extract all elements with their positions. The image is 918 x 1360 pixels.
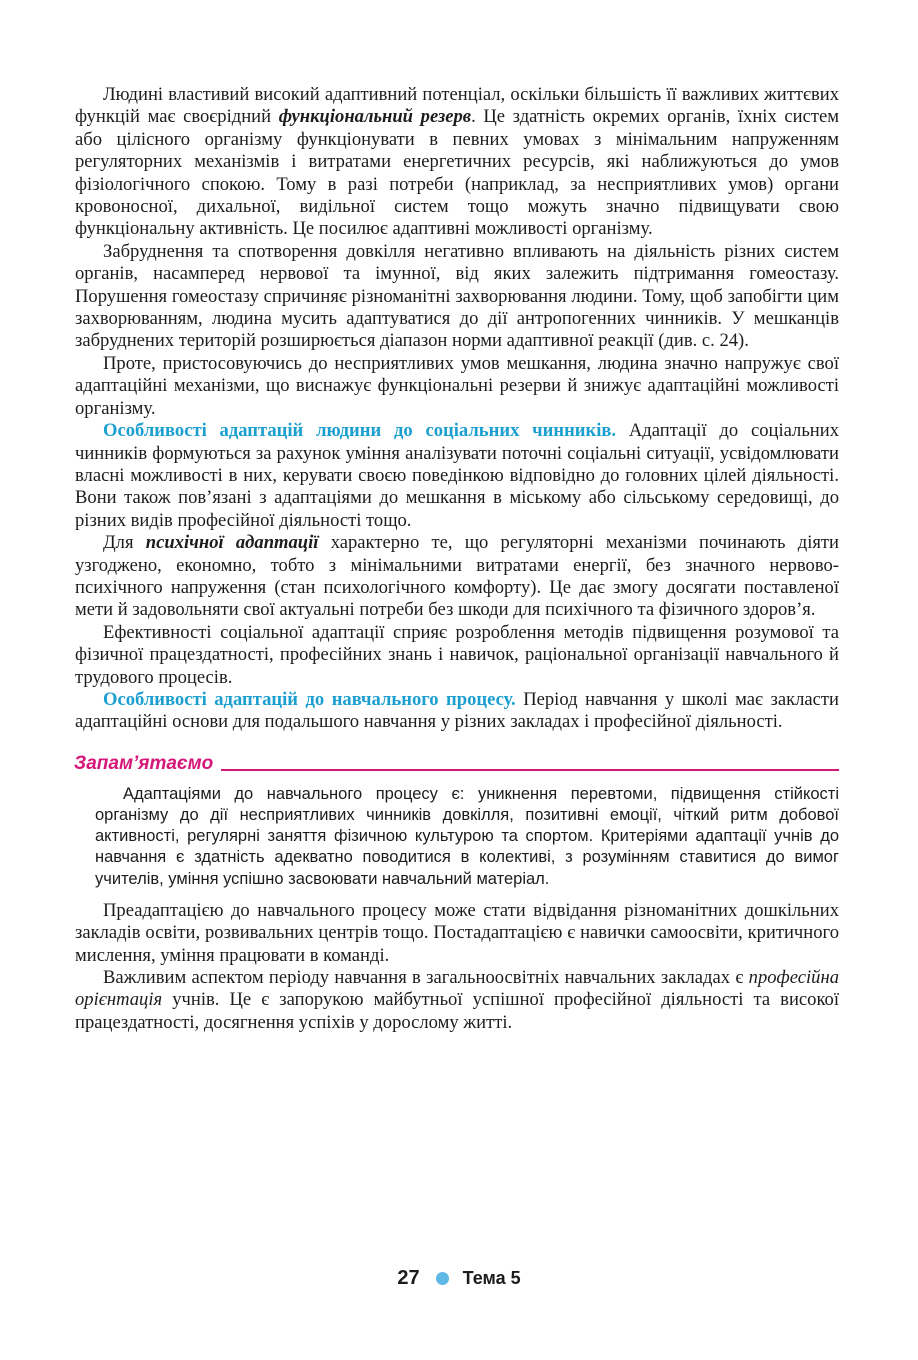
spacer [75, 890, 839, 900]
circle-icon [436, 1272, 449, 1285]
remember-divider [221, 769, 839, 771]
paragraph-social-adaptation [75, 420, 839, 532]
text: Для [103, 532, 146, 554]
text: Період навчання у школі має закласти адаптаційні основи для подальшого навчання у різних закладах і професійної діяльності. [75, 688, 839, 733]
text: . Це здатність окремих органів, їхніх систем або цілісного організму функціонувати в певних умовах з мінімальним напруженням регуляторних механізмів і витратами енергетичних ресурсів, які наближуються до умов фізіологічного спокою. Тому в разі потреби (наприклад, за несприятливих умов) органи кровоносної, дихальної, видільної систем тощо можуть значно підвищувати свою функціональну активність. Це посилює адаптивні можливості організму. [75, 106, 839, 240]
text: Важливим аспектом періоду навчання в загальноосвітніх навчальних закладах є [103, 967, 749, 989]
paragraph-career-orientation [75, 967, 839, 1034]
paragraph-school-adaptation [75, 689, 839, 734]
text: учнів. Це є запорукою майбутньої успішної професійної діяльності та високої працездатності, досягнення успіхів у дорослому житті. [75, 989, 839, 1033]
paragraph-psychic-adaptation [75, 532, 839, 622]
term-functional-reserve: функціональний резерв [278, 106, 472, 128]
text: Адаптації до соціальних чинників формуються за рахунок уміння аналізувати поточні соціальні ситуації, усвідомлювати власні можливості в них, керувати своєю поведінкою відповідно до головних цілей діяльності. Вони також пов’язані з адаптаціями до мешкання в міському або сільському середовищі, до різних видів професійної діяльності тощо. [75, 420, 839, 531]
paragraph-functional-reserve [75, 84, 839, 241]
page-number: 27 [397, 1267, 420, 1289]
section-heading-school: Особливості адаптацій до навчального процесу. [103, 688, 516, 710]
paragraph-efficiency: Ефективності соціальної адаптації сприяє розроблення методів підвищення розумової та фізичної працездатності, професійних знань і навичок, раціональної організації навчального й трудового процесів. [75, 621, 839, 688]
page-footer [0, 1267, 918, 1290]
remember-text: Адаптаціями до навчального процесу є: уникнення перевтоми, підвищення стійкості організму до дії несприятливих чинників довкілля, позитивні емоції, чіткий ритм добової активності, регулярні заняття фізичною культурою та спортом. Критеріями адаптації учнів до навчання є здатність адекватно поводитися в колективі, з розумінням ставитися до вимог учителів, уміння успішно засвоювати навчальний матеріал. [95, 784, 839, 888]
remember-title: Запам’ятаємо [74, 752, 214, 774]
term-career-orientation: професійна орієнтація [75, 967, 839, 1011]
paragraph-pollution: Забруднення та спотворення довкілля негативно впливають на діяльність різних систем органів, насамперед нервової та імунної, від яких залежить підтримання гомеостазу. Порушення гомеостазу спричиняє різноманітні захворювання людини. Тому, щоб запобігти цим захворюванням, людина мусить адаптуватися до дії антропогенних чинників. У мешканців забруднених територій розширюється діапазон норми адаптивної реакції (див. с. 24). [75, 240, 839, 352]
topic-label: Тема 5 [462, 1268, 521, 1288]
paragraph-preadaptation: Преадаптацією до навчального процесу може стати відвідання різноманітних дошкільних закладів освіти, розвивальних центрів тощо. Постадаптацією є навички самоосвіти, критичного мислення, уміння працювати в команді. [75, 899, 839, 966]
main-text [75, 84, 839, 1034]
section-heading-social: Особливості адаптацій людини до соціальних чинників. [103, 420, 617, 442]
text: Людині властивий високий адаптивний потенціал, оскільки більшість її важливих життєвих функцій має своєрідний [75, 84, 839, 128]
remember-header [75, 754, 839, 774]
text: характерно те, що регуляторні механізми починають діяти узгоджено, економно, тобто з мінімальними витратами енергії, без значного нервово-психічного напруження (стан психологічного комфорту). Це дає змогу досягати поставленої мети й задовольняти свої актуальні потреби без шкоди для психічного та фізичного здоров’я. [75, 532, 840, 621]
term-psychic-adaptation: психічної адаптації [145, 532, 319, 554]
paragraph-adaptation-strain: Проте, пристосовуючись до несприятливих умов мешкання, людина значно напружує свої адаптаційні механізми, що виснажує функціональні резерви й знижує адаптаційні можливості організму. [75, 352, 839, 419]
